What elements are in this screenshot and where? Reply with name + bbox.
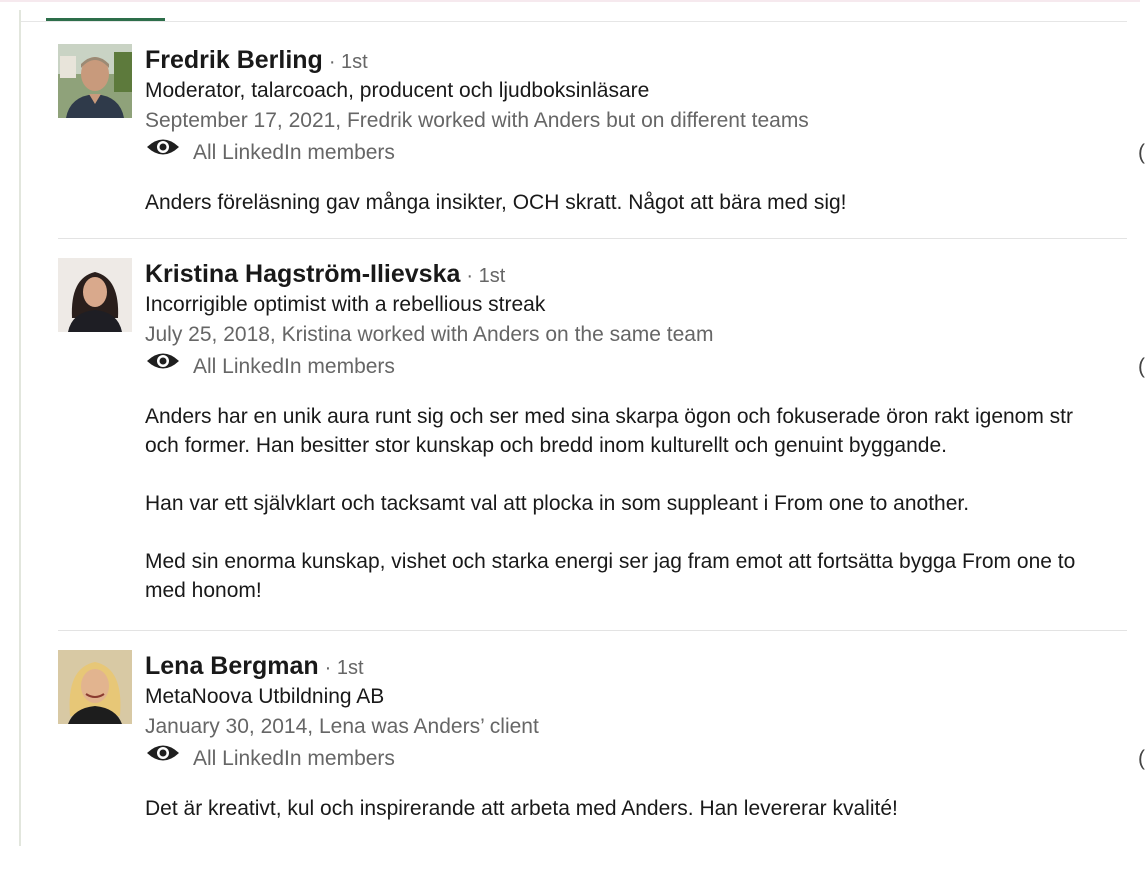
visibility-setting xyxy=(145,136,1145,170)
recommendation-paragraph: Med sin enorma kunskap, vishet och starka energi ser jag fram emot att fortsätta bygga From one to med honom! xyxy=(145,550,1076,602)
member-headline: Moderator, talarcoach, producent och ljudboksinläsare xyxy=(145,79,650,102)
eye-icon xyxy=(145,349,181,383)
recommendation-paragraph: Anders har en unik aura runt sig och ser med sina skarpa ögon och fokuserade öron rakt igenom str och former. Han besitter stor kunskap och bredd inom kulturellt och genuint byggande. xyxy=(145,405,1074,457)
divider xyxy=(58,630,1127,631)
active-tab-indicator xyxy=(46,18,165,21)
visibility-setting xyxy=(145,350,1145,384)
visibility-setting xyxy=(145,742,1145,776)
eye-icon xyxy=(145,135,181,169)
recommendation-text xyxy=(145,188,1130,217)
divider xyxy=(58,238,1127,239)
tab-bar xyxy=(21,21,1127,22)
connection-degree: · 1st xyxy=(466,265,506,287)
member-name[interactable]: Lena Bergman xyxy=(145,652,319,680)
member-headline: MetaNoova Utbildning AB xyxy=(145,685,385,708)
recommendation-text xyxy=(145,402,1130,605)
member-name[interactable]: Fredrik Berling xyxy=(145,46,323,74)
visibility-label: All LinkedIn members xyxy=(193,355,395,378)
top-border xyxy=(0,0,1140,2)
avatar[interactable] xyxy=(58,44,132,118)
visibility-label: All LinkedIn members xyxy=(193,747,395,770)
recommendation-paragraph: Det är kreativt, kul och inspirerande att arbeta med Anders. Han levererar kvalité! xyxy=(145,797,898,820)
eye-icon xyxy=(145,741,181,775)
avatar[interactable] xyxy=(58,650,132,724)
clipped-control[interactable]: ( xyxy=(1138,141,1145,164)
recommendation-paragraph: Anders föreläsning gav många insikter, OCH skratt. Något att bära med sig! xyxy=(145,191,847,214)
clipped-control[interactable]: ( xyxy=(1138,747,1145,770)
member-name[interactable]: Kristina Hagström-Ilievska xyxy=(145,260,461,288)
connection-degree: · 1st xyxy=(324,657,364,679)
connection-degree: · 1st xyxy=(328,51,368,73)
member-headline: Incorrigible optimist with a rebellious streak xyxy=(145,293,546,316)
recommendation-meta: July 25, 2018, Kristina worked with Anders on the same team xyxy=(145,323,714,346)
avatar[interactable] xyxy=(58,258,132,332)
visibility-label: All LinkedIn members xyxy=(193,141,395,164)
recommendation-paragraph: Han var ett självklart och tacksamt val att plocka in som suppleant i From one to another. xyxy=(145,492,970,515)
recommendation-meta: September 17, 2021, Fredrik worked with Anders but on different teams xyxy=(145,109,809,132)
recommendation-text xyxy=(145,794,1130,823)
clipped-control[interactable]: ( xyxy=(1138,355,1145,378)
left-rule xyxy=(19,10,21,846)
recommendation-meta: January 30, 2014, Lena was Anders’ client xyxy=(145,715,539,738)
